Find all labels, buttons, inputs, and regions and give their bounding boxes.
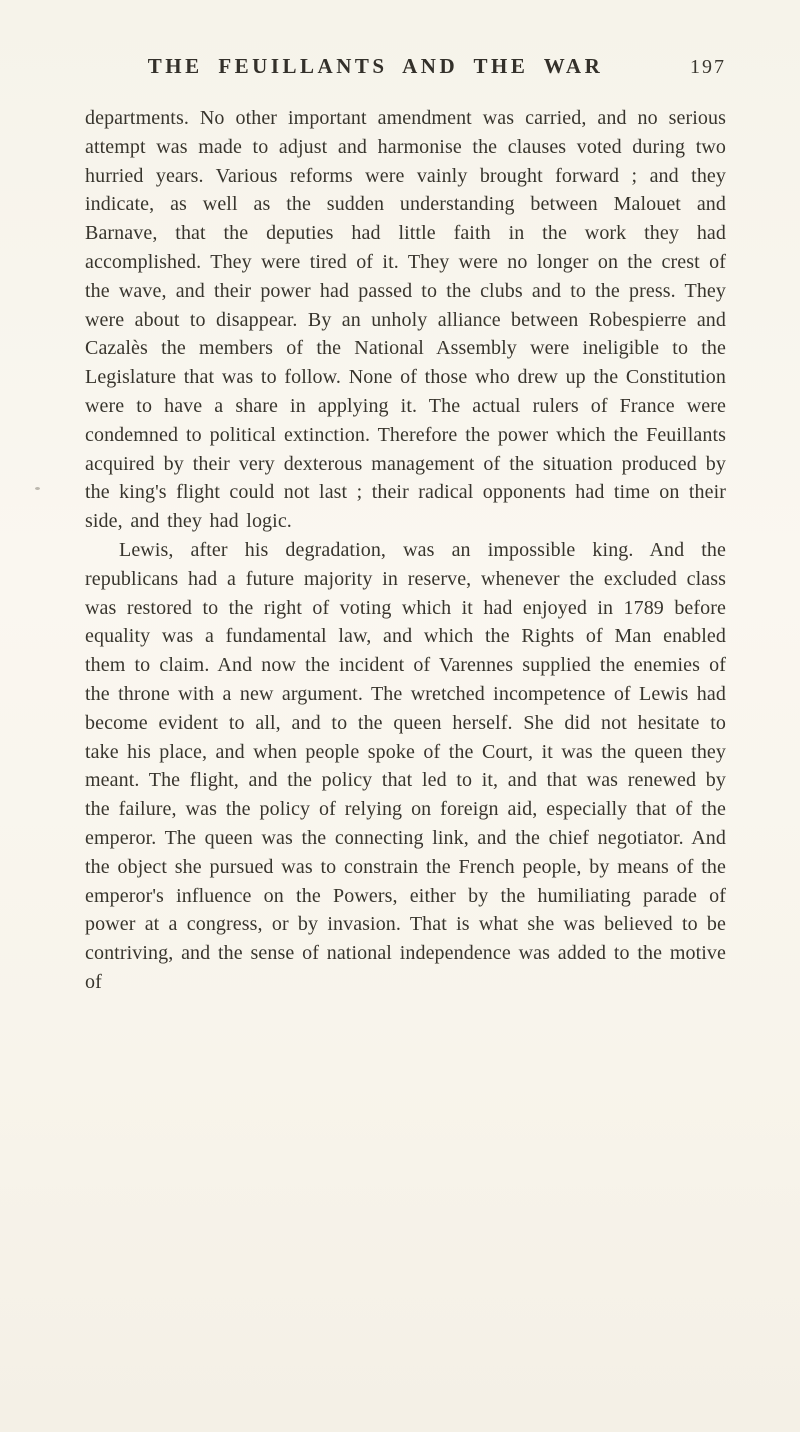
paragraph: Lewis, after his degradation, was an impossible king. And the republicans had a future majority in reserve, whenever the excluded class was restored to the right of voting which it had enjoyed in 1789 before equality was a fundamental law, and which the Rights of Man enabled them to claim. And now the incident of Varennes supplied the enemies of the throne with a new argument. The wretched incompetence of Lewis had become evident to all, and to the queen herself. She did not hesitate to take his place, and when people spoke of the Court, it was the queen they meant. The flight, and the policy that led to it, and that was renewed by the failure, was the policy of relying on foreign aid, especially that of the emperor. The queen was the connecting link, and the chief negotiator. And the object she pursued was to constrain the French people, by means of the emperor's influence on the Powers, either by the humiliating parade of power at a congress, or by invasion. That is what she was believed to be contriving, and the sense of national independence was added to the motive of bbox=[85, 538, 726, 993]
page-number: 197 bbox=[690, 56, 726, 78]
page-header bbox=[85, 54, 726, 84]
scan-artifact bbox=[35, 487, 40, 490]
paragraph: departments. No other important amendment was carried, and no serious attempt was made to adjust and harmonise the clauses voted during two hurried years. Various reforms were vainly brought forward ; and they indicate, as well as the sudden understanding between Malouet and Barnave, that the deputies had little faith in the work they had accomplished. They were tired of it. They were no longer on the crest of the wave, and their power had passed to the clubs and to the press. They were about to disappear. By an unholy alliance between Robespierre and Cazalès the members of the National Assembly were ineligible to the Legislature that was to follow. None of those who drew up the Constitution were to have a share in applying it. The actual rulers of France were condemned to political extinction. Therefore the power which the Feuillants acquired by their very dexterous management of the situation produced by the king's flight could not last ; their radical opponents had time on their side, and they had logic. bbox=[85, 107, 726, 533]
running-title: THE FEUILLANTS AND THE WAR bbox=[147, 54, 604, 78]
page-body bbox=[85, 104, 726, 997]
